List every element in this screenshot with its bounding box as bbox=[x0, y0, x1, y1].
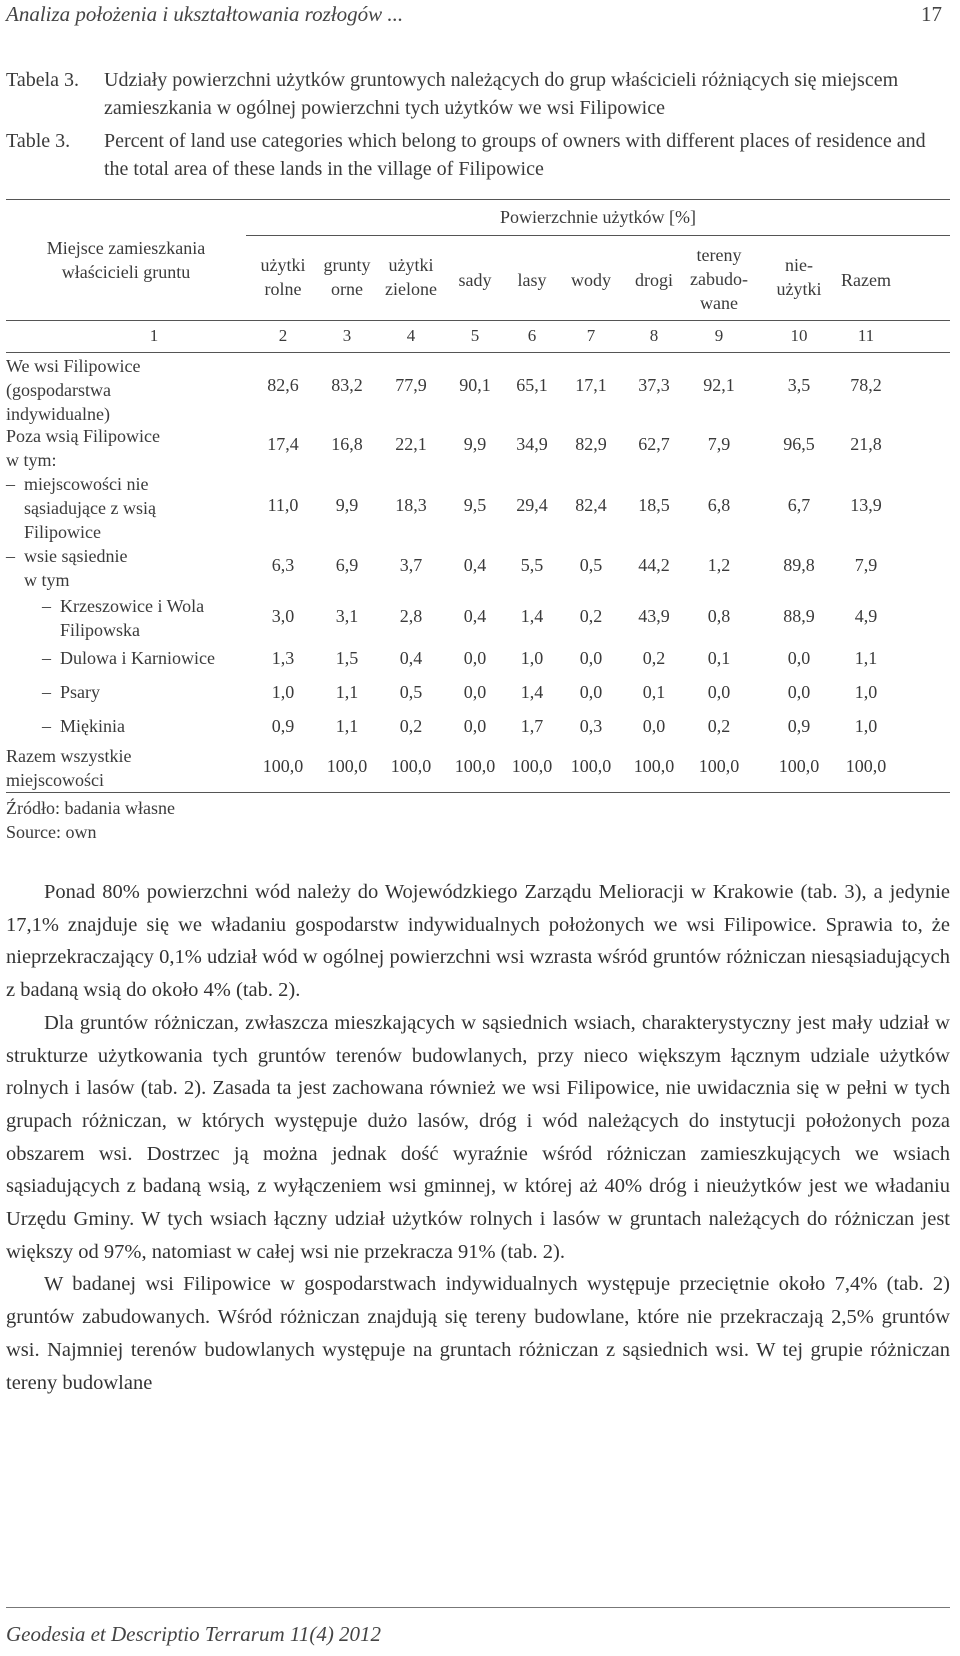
column-number: 9 bbox=[714, 326, 724, 345]
column-number: 3 bbox=[342, 326, 352, 345]
table-cell: 18,3 bbox=[395, 495, 427, 515]
table-cell: 96,5 bbox=[783, 434, 815, 454]
column-header: sady bbox=[458, 270, 492, 290]
table-cell: 13,9 bbox=[850, 495, 882, 515]
row-label: – miejscowości nie sąsiadujące z wsią Filipowice bbox=[6, 474, 156, 542]
table-cell: 88,9 bbox=[783, 606, 815, 626]
table-cell: 7,9 bbox=[707, 434, 731, 454]
table-cell: 1,2 bbox=[707, 555, 731, 575]
table-cell: 0,1 bbox=[707, 648, 731, 668]
table-cell: 0,3 bbox=[579, 716, 603, 736]
source-note-en: Source: own bbox=[6, 822, 97, 842]
row-label: – Psary bbox=[6, 682, 100, 702]
table-cell: 1,1 bbox=[854, 648, 878, 668]
table-cell: 44,2 bbox=[638, 555, 670, 575]
footer-rule bbox=[6, 1607, 950, 1608]
table-cell: 1,4 bbox=[520, 682, 544, 702]
table-cell: 100,0 bbox=[454, 756, 496, 776]
table-cell: 0,2 bbox=[399, 716, 423, 736]
table-cell: 9,5 bbox=[463, 495, 487, 515]
table-cell: 0,2 bbox=[642, 648, 666, 668]
row-label: – Krzeszowice i Wola Filipowska bbox=[42, 596, 205, 640]
table-cell: 0,2 bbox=[579, 606, 603, 626]
table-cell: 0,0 bbox=[463, 682, 487, 702]
table-cell: 100,0 bbox=[262, 756, 304, 776]
column-number: 2 bbox=[278, 326, 288, 345]
table-cell: 0,4 bbox=[463, 606, 487, 626]
caption-pl-label: Tabela 3. bbox=[6, 69, 80, 91]
table-cell: 6,7 bbox=[787, 495, 811, 515]
table-cell: 0,8 bbox=[707, 606, 731, 626]
table-cell: 1,0 bbox=[271, 682, 295, 702]
table-caption-pl bbox=[6, 66, 950, 122]
table-cell: 2,8 bbox=[399, 606, 423, 626]
table-cell: 6,9 bbox=[335, 555, 359, 575]
group-header-rule bbox=[246, 235, 950, 236]
caption-en-text: Percent of land use categories which belong to groups of owners with different places of residence and the total area of these lands in the village of Filipowice bbox=[104, 130, 926, 180]
table-cell: 17,4 bbox=[267, 434, 299, 454]
column-number: 6 bbox=[527, 326, 537, 345]
table-cell: 1,7 bbox=[520, 716, 544, 736]
table-cell: 22,1 bbox=[395, 434, 427, 454]
table-cell: 3,1 bbox=[335, 606, 359, 626]
table-cell: 6,8 bbox=[707, 495, 731, 515]
table-cell: 0,5 bbox=[399, 682, 423, 702]
table-cell: 34,9 bbox=[516, 434, 548, 454]
table-cell: 83,2 bbox=[331, 375, 363, 395]
table-cell: 100,0 bbox=[390, 756, 432, 776]
table-cell: 0,0 bbox=[579, 682, 603, 702]
table-caption-en bbox=[6, 127, 950, 183]
column-header: użytki zielone bbox=[385, 255, 437, 299]
column-number: 8 bbox=[649, 326, 659, 345]
table-cell: 100,0 bbox=[633, 756, 675, 776]
table-cell: 78,2 bbox=[850, 375, 882, 395]
table-cell: 1,4 bbox=[520, 606, 544, 626]
row-label: – Miękinia bbox=[6, 716, 125, 736]
table-cell: 16,8 bbox=[331, 434, 363, 454]
row-label: – Dulowa i Karniowice bbox=[6, 648, 215, 668]
table-cell: 0,2 bbox=[707, 716, 731, 736]
table-cell: 7,9 bbox=[854, 555, 878, 575]
column-header: użytki rolne bbox=[260, 255, 306, 299]
table-cell: 0,9 bbox=[787, 716, 811, 736]
table-cell: 100,0 bbox=[778, 756, 820, 776]
column-number: 4 bbox=[406, 326, 416, 345]
table-cell: 0,0 bbox=[642, 716, 666, 736]
stub-header: Miejsce zamieszkania właścicieli gruntu bbox=[46, 238, 206, 282]
column-number: 1 bbox=[149, 326, 159, 345]
paragraph: Ponad 80% powierzchni wód należy do Wojewódzkiego Zarządu Melioracji w Krakowie (tab. 3), a jedynie 17,1% znajduje się we władaniu gospodarstw indywidualnych położonych we wsi Filipowice. Sprawia to, że nieprzekraczający 0,1% udział wód w ogólnej powierzchni wsi wzrasta wśród gruntów różniczan niesąsiadujących z badaną wsią do około 4% (tab. 2). bbox=[6, 881, 950, 1002]
table-cell: 62,7 bbox=[638, 434, 670, 454]
table-cell: 3,5 bbox=[787, 375, 811, 395]
table-cell: 0,0 bbox=[579, 648, 603, 668]
numbers-bottom-rule bbox=[6, 352, 950, 353]
caption-en-label: Table 3. bbox=[6, 130, 71, 152]
paragraph: W badanej wsi Filipowice w gospodarstwach indywidualnych występuje przeciętnie około 7,4% (tab. 2) gruntów zabudowanych. Wśród różniczan znajdują się tereny budowlane, które nie przekraczają 2,5% gruntów wsi. Najmniej terenów budowlanych występuje na gruntach różniczan z sąsiednich wsi. W tej grupie różniczan tereny budowlane bbox=[6, 1273, 950, 1394]
table-cell: 1,5 bbox=[335, 648, 359, 668]
table-cell: 4,9 bbox=[854, 606, 878, 626]
column-header: wody bbox=[571, 270, 611, 290]
table-cell: 77,9 bbox=[395, 375, 427, 395]
column-header: nie- użytki bbox=[776, 255, 822, 299]
table-cell: 0,0 bbox=[463, 716, 487, 736]
table-cell: 82,9 bbox=[575, 434, 607, 454]
table-cell: 29,4 bbox=[516, 495, 548, 515]
source-note-pl: Źródło: badania własne bbox=[6, 798, 175, 818]
table-cell: 0,1 bbox=[642, 682, 666, 702]
column-number: 5 bbox=[470, 326, 480, 345]
column-header: Razem bbox=[841, 270, 891, 290]
running-head bbox=[6, 2, 950, 30]
table-cell: 18,5 bbox=[638, 495, 670, 515]
table-cell: 0,4 bbox=[463, 555, 487, 575]
table-cell: 3,0 bbox=[271, 606, 295, 626]
table-cell: 100,0 bbox=[698, 756, 740, 776]
table-cell: 100,0 bbox=[845, 756, 887, 776]
table-cell: 65,1 bbox=[516, 375, 548, 395]
table-cell: 9,9 bbox=[335, 495, 359, 515]
table-cell: 100,0 bbox=[326, 756, 368, 776]
column-header: grunty orne bbox=[323, 255, 371, 299]
table-cell: 11,0 bbox=[267, 495, 299, 515]
table-cell: 0,0 bbox=[707, 682, 731, 702]
table-cell: 1,0 bbox=[520, 648, 544, 668]
running-head-title: Analiza położenia i ukształtowania rozłogów ... bbox=[6, 2, 404, 26]
row-label: Poza wsią Filipowice w tym: bbox=[6, 426, 160, 470]
table-cell: 17,1 bbox=[575, 375, 607, 395]
table-cell: 5,5 bbox=[520, 555, 544, 575]
table-cell: 1,0 bbox=[854, 716, 878, 736]
journal-footer: Geodesia et Descriptio Terrarum 11(4) 2012 bbox=[6, 1622, 382, 1646]
caption-pl-text: Udziały powierzchni użytków gruntowych należących do grup właścicieli różniących się miejscem zamieszkania w ogólnej powierzchni tych użytków we wsi Filipowice bbox=[104, 69, 899, 119]
column-header: tereny zabudo- wane bbox=[690, 245, 748, 313]
table-cell: 3,7 bbox=[399, 555, 423, 575]
row-label: We wsi Filipowice (gospodarstwa indywidualne) bbox=[6, 356, 141, 424]
body-text bbox=[6, 876, 950, 1399]
paragraph: Dla gruntów różniczan, zwłaszcza mieszkających w sąsiednich wsiach, charakterystyczny jest mały udział w strukturze użytkowania tych gruntów terenów budowlanych, przy nieco większym łącznym udziale użytków rolnych i lasów (tab. 2). Zasada ta jest zachowana również we wsi Filipowice, nie uwidacznia się w pełni w tych grupach różniczan, w których występuje dużo lasów, dróg i wód należących do instytucji położonych poza obszarem wsi. Dostrzec ją można jednak dość wyraźnie wśród różniczan zamieszkujących we wsiach sąsiadujących z badaną wsią, z wyłączeniem wsi gminnej, w której aż 40% dróg i nieużytków jest we władaniu Urzędu Gminy. W tych wsiach łączny udział użytków rolnych i lasów w gruntach należących do różniczan jest większy od 97%, natomiast w całej wsi nie przekracza 91% (tab. 2). bbox=[6, 1011, 950, 1263]
table-cell: 100,0 bbox=[511, 756, 553, 776]
table-cell: 6,3 bbox=[271, 555, 295, 575]
table-cell: 1,3 bbox=[271, 648, 295, 668]
table-cell: 0,0 bbox=[787, 682, 811, 702]
column-number: 7 bbox=[586, 326, 596, 345]
column-header: lasy bbox=[517, 270, 547, 290]
table-top-rule bbox=[6, 199, 950, 200]
table-bottom-rule bbox=[6, 792, 950, 793]
table-cell: 0,9 bbox=[271, 716, 295, 736]
table-cell: 0,0 bbox=[463, 648, 487, 668]
table-cell: 1,1 bbox=[335, 716, 359, 736]
table-cell: 92,1 bbox=[703, 375, 735, 395]
table-cell: 90,1 bbox=[459, 375, 491, 395]
group-header: Powierzchnie użytków [%] bbox=[500, 207, 696, 227]
table-cell: 9,9 bbox=[463, 434, 487, 454]
table-cell: 21,8 bbox=[850, 434, 882, 454]
table-cell: 0,4 bbox=[399, 648, 423, 668]
table-cell: 89,8 bbox=[783, 555, 815, 575]
row-label: – wsie sąsiednie w tym bbox=[6, 546, 128, 590]
table-cell: 1,0 bbox=[854, 682, 878, 702]
column-number: 10 bbox=[790, 326, 808, 345]
table-cell: 82,4 bbox=[575, 495, 607, 515]
table-cell: 43,9 bbox=[638, 606, 670, 626]
page-number: 17 bbox=[921, 2, 942, 26]
column-number: 11 bbox=[857, 326, 875, 345]
header-bottom-rule bbox=[6, 320, 950, 321]
table-cell: 0,0 bbox=[787, 648, 811, 668]
row-label: Razem wszystkie miejscowości bbox=[6, 746, 132, 790]
table-cell: 37,3 bbox=[638, 375, 670, 395]
table-cell: 82,6 bbox=[267, 375, 299, 395]
table-cell: 100,0 bbox=[570, 756, 612, 776]
table-cell: 0,5 bbox=[579, 555, 603, 575]
table-cell: 1,1 bbox=[335, 682, 359, 702]
column-header: drogi bbox=[635, 270, 673, 290]
